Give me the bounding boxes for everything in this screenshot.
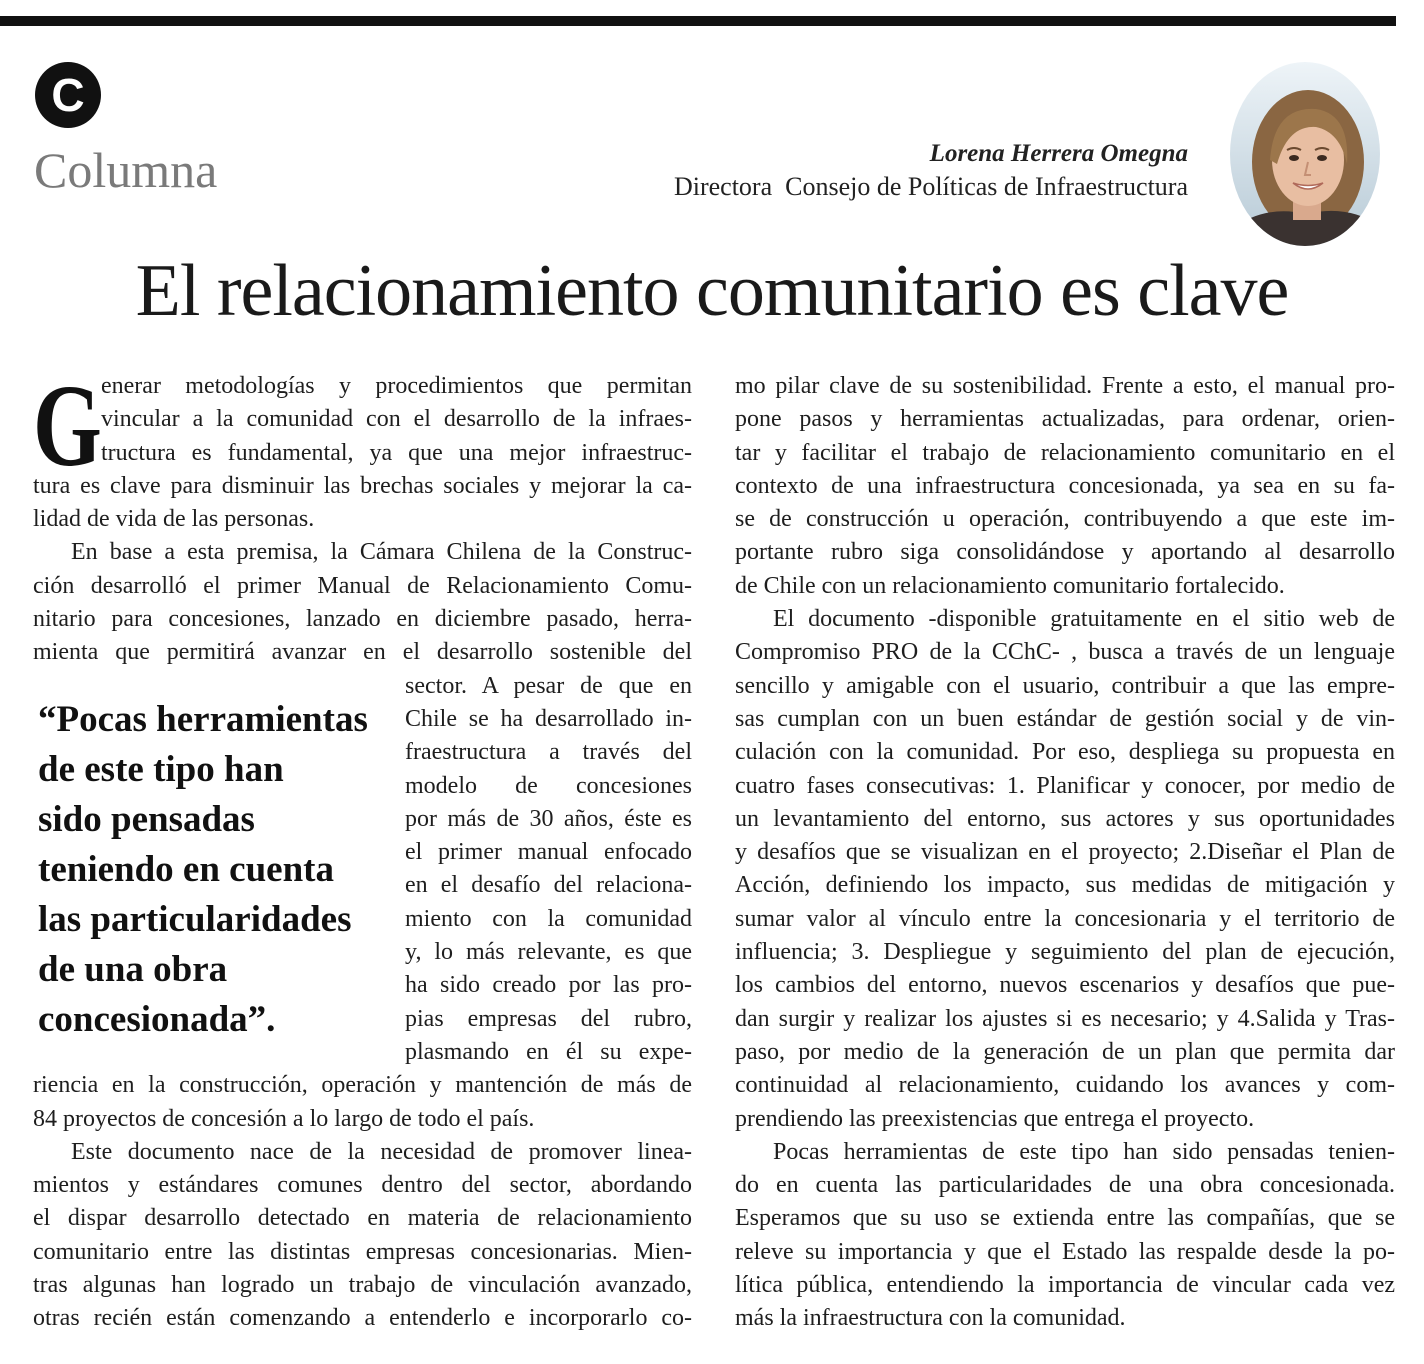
body-line: Compromiso PRO de la CChC- , busca a través de un lenguaje: [735, 639, 1395, 666]
body-line: culación con la comunidad. Por eso, despliega su propuesta en: [735, 739, 1395, 766]
body-line: pias empresas del rubro,: [405, 1005, 692, 1032]
body-line: de Chile con un relacionamiento comunitario fortalecido.: [735, 572, 1285, 599]
body-line: sencillo y amigable con el usuario, contribuir a que las empre-: [735, 672, 1395, 699]
body-line: nitario para concesiones, lanzado en diciembre pasado, herra-: [33, 606, 692, 633]
body-line: plasmando en él su expe-: [405, 1038, 692, 1065]
pull-quote-line: sido pensadas: [38, 799, 255, 840]
pull-quote-line: de este tipo han: [38, 749, 284, 790]
top-rule: [0, 16, 1396, 26]
body-line: tura es clave para disminuir las brechas sociales y mejorar la ca-: [33, 472, 692, 499]
body-line: comunitario entre las distintas empresas concesionarias. Mien-: [33, 1238, 692, 1265]
section-label: Columna: [34, 142, 218, 198]
pull-quote-line: concesionada”.: [38, 999, 276, 1040]
drop-cap: G: [33, 360, 102, 491]
author-role: Directora Consejo de Políticas de Infraestructura: [673, 172, 1188, 201]
body-line: sector. A pesar de que en: [405, 672, 692, 699]
body-line: un levantamiento del entorno, sus actores y sus oportunidades: [735, 805, 1395, 832]
body-line: el primer manual enfocado: [405, 839, 692, 866]
body-line: dan surgir y realizar los ajustes si es necesario; y 4.Salida y Tras-: [735, 1005, 1395, 1032]
body-line: Este documento nace de la necesidad de promover linea-: [71, 1138, 692, 1165]
author-photo: [1230, 62, 1380, 246]
body-line: fraestructura a través del: [405, 739, 692, 766]
body-line: influencia; 3. Despliegue y seguimiento del plan de ejecución,: [735, 939, 1395, 966]
body-line: los cambios del entorno, nuevos escenarios y desafíos que pue-: [735, 972, 1395, 999]
body-line: El documento -disponible gratuitamente en el sitio web de: [773, 606, 1395, 633]
body-line: Pocas herramientas de este tipo han sido pensadas tenien-: [773, 1138, 1395, 1165]
article-column-right: [735, 370, 1395, 1336]
body-line: tructura es fundamental, ya que una mejor infraestruc-: [101, 439, 692, 466]
body-line: riencia en la construcción, operación y mantención de más de: [33, 1072, 692, 1099]
body-line: continuidad al relacionamiento, cuidando los avances y com-: [735, 1072, 1395, 1099]
body-line: mo pilar clave de su sostenibilidad. Frente a esto, el manual pro-: [735, 373, 1395, 399]
pull-quote: [38, 695, 383, 1045]
body-line: vincular a la comunidad con el desarrollo de la infraes-: [101, 406, 692, 433]
body-line: y, lo más relevante, es que: [405, 939, 692, 966]
author-name: Lorena Herrera Omegna: [929, 140, 1188, 167]
body-line: tras algunas han logrado un trabajo de vinculación avanzado,: [33, 1272, 692, 1299]
body-line: En base a esta premisa, la Cámara Chilena de la Construc-: [71, 539, 692, 566]
author-block: [674, 138, 1188, 204]
body-line: prendiendo las preexistencias que entrega el proyecto.: [735, 1105, 1255, 1132]
body-line: y desafíos que se visualizan en el proyecto; 2.Diseñar el Plan de: [735, 839, 1395, 866]
body-line: otras recién están comenzando a entenderlo e incorporarlo co-: [33, 1305, 692, 1332]
body-line: mienta que permitirá avanzar en el desarrollo sostenible del: [33, 639, 692, 666]
body-line: portante rubro siga consolidándose y aportando al desarrollo: [735, 539, 1395, 566]
body-line: en el desafío del relaciona-: [405, 872, 692, 899]
body-line: pone pasos y herramientas actualizadas, para ordenar, orien-: [735, 406, 1395, 433]
pull-quote-line: de una obra: [38, 949, 228, 990]
body-line: ha sido creado por las pro-: [405, 972, 692, 999]
body-line: releve su importancia y que el Estado las respalde desde la po-: [735, 1238, 1395, 1265]
body-line: mientos y estándares comunes dentro del sector, abordando: [33, 1172, 692, 1199]
body-line: el dispar desarrollo detectado en materia de relacionamiento: [33, 1205, 692, 1232]
pull-quote-line: teniendo en cuenta: [38, 849, 334, 890]
body-line: modelo de concesiones: [405, 772, 692, 799]
body-line: lidad de vida de las personas.: [33, 506, 315, 533]
body-line: sas cumplan con un buen estándar de gestión social y de vin-: [735, 705, 1395, 732]
pull-quote-line: las particularidades: [38, 899, 352, 940]
body-line: contexto de una infraestructura concesionada, ya sea en su fa-: [735, 472, 1395, 499]
body-line: se de construcción u operación, contribuyendo a que este im-: [735, 506, 1395, 533]
body-line: cuatro fases consecutivas: 1. Planificar y conocer, por medio de: [735, 772, 1395, 799]
body-line: enerar metodologías y procedimientos que permitan: [101, 373, 692, 399]
body-line: sumar valor al vínculo entre la concesionaria y el territorio de: [735, 905, 1395, 932]
body-line: más la infraestructura con la comunidad.: [735, 1305, 1126, 1332]
body-line: ción desarrolló el primer Manual de Relacionamiento Comu-: [33, 572, 692, 599]
body-line: do en cuenta las particularidades de una obra concesionada.: [735, 1172, 1395, 1199]
body-line: 84 proyectos de concesión a lo largo de todo el país.: [33, 1105, 535, 1132]
column-badge: C: [35, 62, 101, 128]
pull-quote-line: “Pocas herramientas: [38, 699, 368, 740]
body-line: paso, por medio de la generación de un plan que permita dar: [735, 1038, 1395, 1065]
body-line: Esperamos que su uso se extienda entre las compañías, que se: [735, 1205, 1395, 1232]
body-line: Acción, definiendo los impacto, sus medidas de mitigación y: [735, 872, 1395, 899]
headline: El relacionamiento comunitario es clave: [135, 250, 1289, 332]
body-line: Chile se ha desarrollado in-: [405, 705, 692, 732]
body-line: lítica pública, entendiendo la importancia de vincular cada vez: [735, 1272, 1395, 1299]
body-line: por más de 30 años, éste es: [405, 805, 692, 832]
body-line: tar y facilitar el trabajo de relacionamiento comunitario en el: [735, 439, 1395, 466]
body-line: miento con la comunidad: [405, 905, 692, 932]
